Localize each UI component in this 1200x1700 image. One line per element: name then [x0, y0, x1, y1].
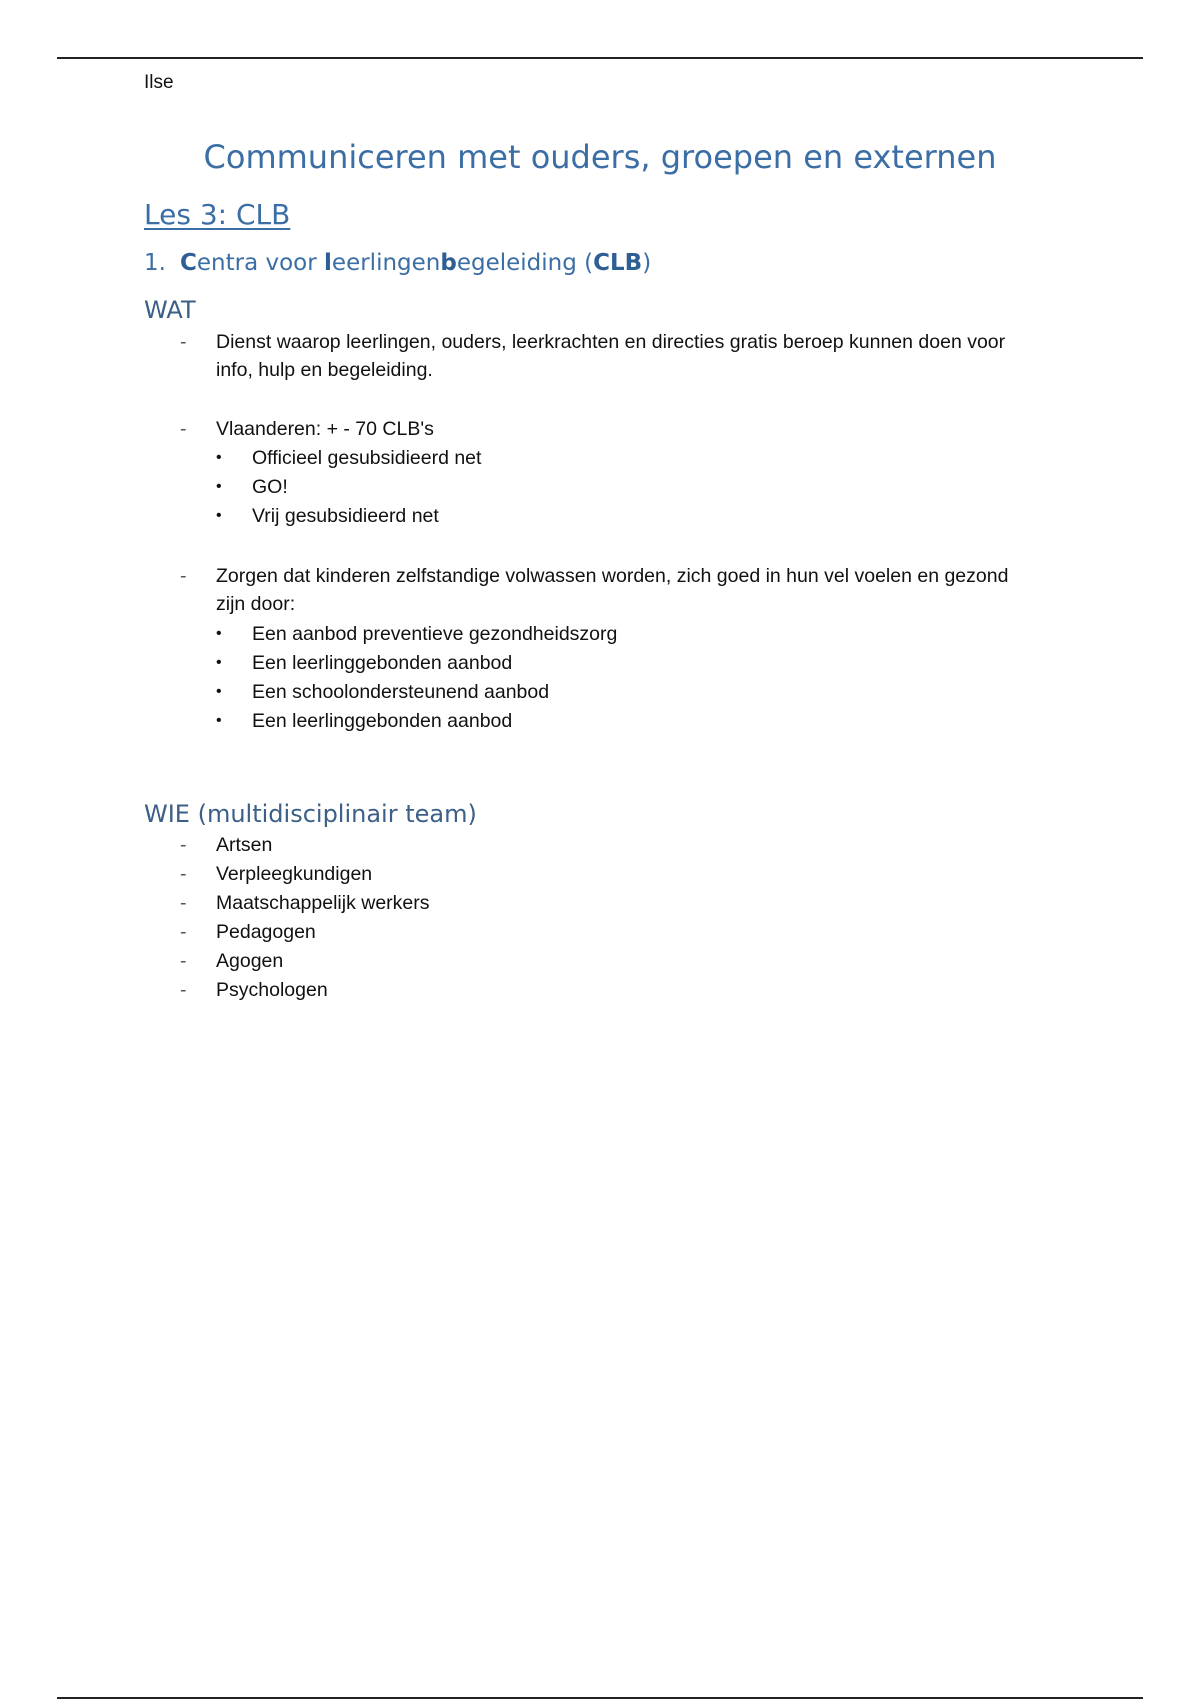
section-heading-part: b	[440, 250, 457, 276]
dash-marker: -	[180, 331, 187, 353]
dash-marker: -	[180, 418, 187, 440]
bullet-item-text: Een schoolondersteunend aanbod	[252, 681, 550, 703]
dash-marker: -	[180, 921, 187, 943]
list-item-text: Zorgen dat kinderen zelfstandige volwassen worden, zich goed in hun vel voelen en gezond zijn door:	[216, 565, 1009, 615]
bullet-item	[216, 473, 288, 501]
list-item	[180, 947, 1020, 975]
section-heading-part: eerlingen	[331, 250, 441, 276]
bullet-item	[216, 707, 512, 735]
list-item	[180, 976, 1020, 1004]
list-item	[180, 831, 1020, 859]
bullet-marker: •	[216, 449, 222, 466]
bullet-item-text: Een aanbod preventieve gezondheidszorg	[252, 623, 618, 645]
list-item	[180, 562, 1020, 618]
wat-heading: WAT	[144, 296, 196, 324]
bullet-item-text: Officieel gesubsidieerd net	[252, 447, 482, 469]
dash-marker: -	[180, 834, 187, 856]
section-heading-part: egeleiding (	[456, 250, 594, 276]
list-item	[180, 889, 1020, 917]
dash-marker: -	[180, 863, 187, 885]
bullet-marker: •	[216, 654, 222, 671]
bullet-marker: •	[216, 478, 222, 495]
bullet-marker: •	[216, 683, 222, 700]
list-item-text: Verpleegkundigen	[216, 863, 373, 885]
wie-heading: WIE (multidisciplinair team)	[144, 800, 477, 828]
lesson-heading: Les 3: CLB	[144, 198, 291, 231]
section-heading	[144, 250, 651, 276]
header-rule	[57, 57, 1143, 59]
bullet-marker: •	[216, 507, 222, 524]
bullet-marker: •	[216, 625, 222, 642]
list-item	[180, 918, 1020, 946]
section-heading-part: CLB	[593, 250, 643, 276]
bullet-item	[216, 620, 617, 648]
bullet-item	[216, 678, 549, 706]
list-item-text: Pedagogen	[216, 921, 316, 943]
bullet-item	[216, 444, 481, 472]
list-item-text: Psychologen	[216, 979, 328, 1001]
bullet-item-text: Een leerlinggebonden aanbod	[252, 652, 513, 674]
bullet-item-text: GO!	[252, 476, 288, 498]
dash-marker: -	[180, 565, 187, 587]
dash-marker: -	[180, 950, 187, 972]
bullet-item-text: Vrij gesubsidieerd net	[252, 505, 439, 527]
section-number: 1.	[144, 250, 166, 276]
list-item-text: Artsen	[216, 834, 273, 856]
bullet-item	[216, 649, 512, 677]
section-heading-part: C	[180, 250, 197, 276]
document-title: Communiceren met ouders, groepen en externen	[203, 138, 997, 176]
section-heading-part: l	[324, 250, 332, 276]
section-heading-text	[180, 250, 651, 276]
header-author: Ilse	[144, 72, 174, 93]
bullet-item	[216, 502, 439, 530]
list-item-text: Vlaanderen: + - 70 CLB's	[216, 418, 434, 440]
list-item-text: Dienst waarop leerlingen, ouders, leerkrachten en directies gratis beroep kunnen doen voor info, hulp en begeleiding.	[216, 331, 1006, 381]
list-item	[180, 328, 1020, 384]
dash-marker: -	[180, 892, 187, 914]
list-item-text: Agogen	[216, 950, 284, 972]
section-heading-part: entra voor	[196, 250, 325, 276]
list-item	[180, 860, 1020, 888]
list-item-text: Maatschappelijk werkers	[216, 892, 430, 914]
bullet-item-text: Een leerlinggebonden aanbod	[252, 710, 513, 732]
bullet-marker: •	[216, 712, 222, 729]
footer-rule	[57, 1697, 1143, 1699]
dash-marker: -	[180, 979, 187, 1001]
section-heading-part: )	[642, 250, 652, 276]
list-item	[180, 415, 1020, 443]
